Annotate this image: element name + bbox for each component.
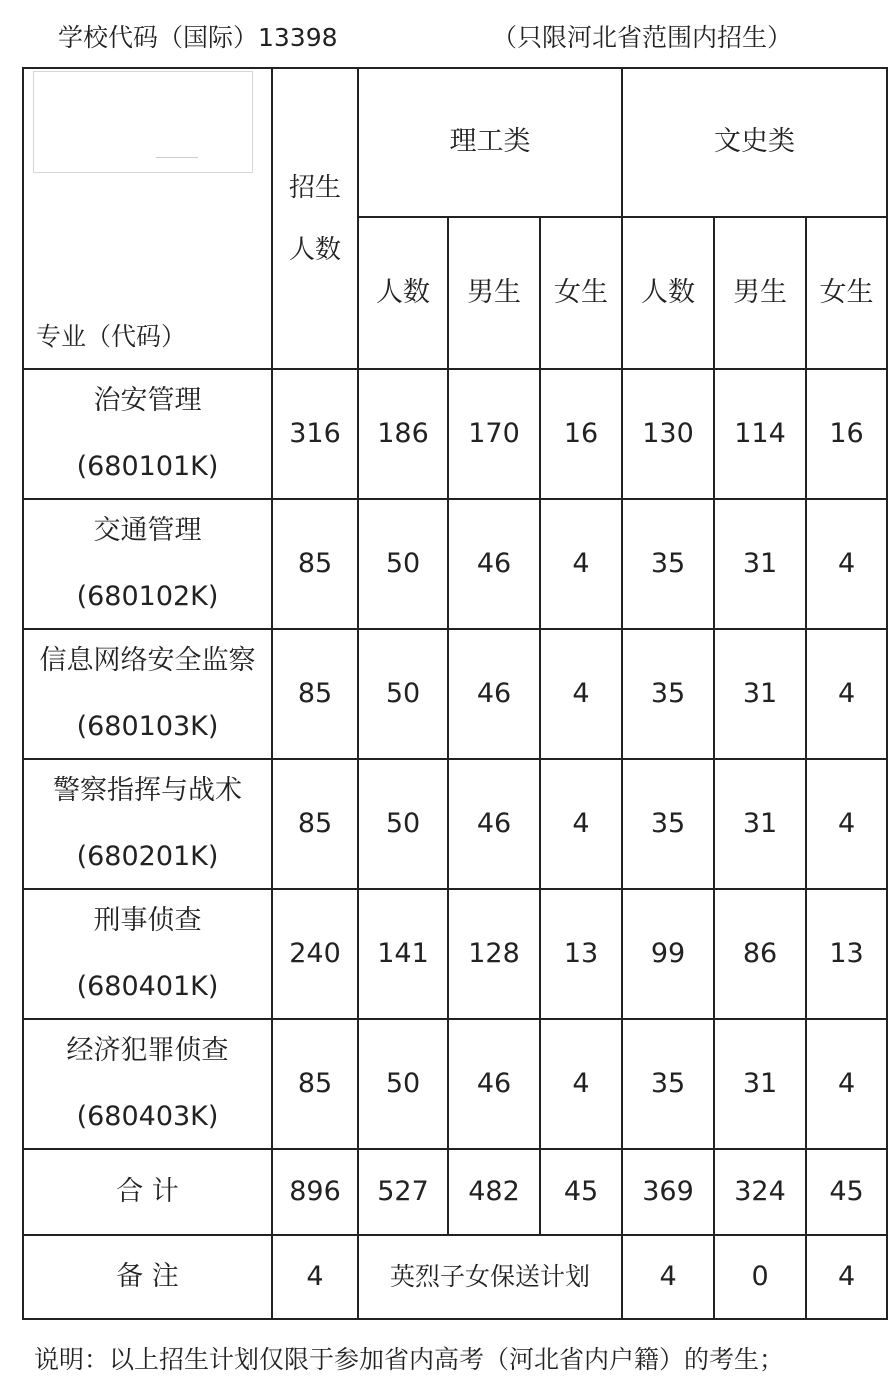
major-cell: [23, 759, 272, 889]
corner-cell: [23, 68, 272, 369]
table-row: [23, 759, 887, 889]
value-cell: 4: [540, 629, 622, 759]
value-cell: 35: [622, 499, 714, 629]
document-header: [0, 14, 896, 58]
value-cell: 50: [358, 759, 448, 889]
table-row: [23, 889, 887, 1019]
major-cell: [23, 629, 272, 759]
sub-header-arts-count: 人数: [622, 217, 714, 369]
table-row: [23, 629, 887, 759]
sub-header-science-count: 人数: [358, 217, 448, 369]
value-cell: 4: [540, 499, 622, 629]
major-code: (680403K): [76, 1101, 219, 1132]
total-value-cell: 45: [540, 1149, 622, 1235]
major-code: (680103K): [76, 711, 219, 742]
major-cell: [23, 499, 272, 629]
table-row: [23, 1019, 887, 1149]
total-label: 合 计: [23, 1149, 272, 1235]
value-cell: 35: [622, 629, 714, 759]
corner-image-placeholder: [33, 71, 253, 173]
total-value-cell: 324: [714, 1149, 806, 1235]
sub-header-science-male: 男生: [448, 217, 540, 369]
value-cell: 130: [622, 369, 714, 499]
value-cell: 114: [714, 369, 806, 499]
remark-row: [23, 1235, 887, 1319]
value-cell: 85: [272, 1019, 358, 1149]
value-cell: 4: [806, 1019, 887, 1149]
value-cell: 141: [358, 889, 448, 1019]
value-cell: 31: [714, 759, 806, 889]
value-cell: 99: [622, 889, 714, 1019]
major-cell: [23, 369, 272, 499]
major-cell: [23, 1019, 272, 1149]
remark-arts-value: 0: [714, 1235, 806, 1319]
value-cell: 16: [540, 369, 622, 499]
major-code: (680201K): [76, 841, 219, 872]
value-cell: 46: [448, 499, 540, 629]
total-enrollment-header: 招生 人数: [272, 68, 358, 369]
value-cell: 46: [448, 629, 540, 759]
value-cell: 240: [272, 889, 358, 1019]
value-cell: 13: [806, 889, 887, 1019]
value-cell: 13: [540, 889, 622, 1019]
enrollment-plan-table: [22, 67, 888, 1320]
major-name: 警察指挥与战术: [53, 774, 242, 806]
header-row-1: [23, 68, 887, 217]
remark-arts-value: 4: [622, 1235, 714, 1319]
value-cell: 35: [622, 759, 714, 889]
sub-header-science-female: 女生: [540, 217, 622, 369]
value-cell: 46: [448, 759, 540, 889]
value-cell: 85: [272, 499, 358, 629]
value-cell: 31: [714, 499, 806, 629]
value-cell: 46: [448, 1019, 540, 1149]
major-name: 经济犯罪侦查: [66, 1034, 229, 1066]
value-cell: 85: [272, 629, 358, 759]
group-header-science: 理工类: [358, 68, 622, 217]
remark-total: 4: [272, 1235, 358, 1319]
value-cell: 4: [806, 629, 887, 759]
group-header-arts: 文史类: [622, 68, 887, 217]
value-cell: 31: [714, 629, 806, 759]
sub-header-arts-female: 女生: [806, 217, 887, 369]
value-cell: 316: [272, 369, 358, 499]
major-name: 治安管理: [93, 384, 202, 416]
value-cell: 50: [358, 1019, 448, 1149]
value-cell: 50: [358, 629, 448, 759]
remark-label: 备 注: [23, 1235, 272, 1319]
value-cell: 4: [540, 1019, 622, 1149]
corner-label: 专业（代码）: [36, 322, 187, 351]
major-name: 刑事侦查: [93, 904, 202, 936]
table-row: [23, 499, 887, 629]
remark-science-note: 英烈子女保送计划: [358, 1235, 622, 1319]
total-value-cell: 896: [272, 1149, 358, 1235]
value-cell: 186: [358, 369, 448, 499]
value-cell: 86: [714, 889, 806, 1019]
total-value-cell: 482: [448, 1149, 540, 1235]
major-code: (680401K): [76, 971, 219, 1002]
major-name: 交通管理: [93, 514, 202, 546]
value-cell: 4: [806, 499, 887, 629]
value-cell: 85: [272, 759, 358, 889]
total-value-cell: 369: [622, 1149, 714, 1235]
major-code: (680102K): [76, 581, 219, 612]
major-name: 信息网络安全监察: [39, 644, 256, 676]
value-cell: 31: [714, 1019, 806, 1149]
school-code: 学校代码（国际）13398: [58, 23, 338, 52]
total-value-cell: 527: [358, 1149, 448, 1235]
remark-arts-value: 4: [806, 1235, 887, 1319]
footer-note: 说明：以上招生计划仅限于参加省内高考（河北省内户籍）的考生；: [34, 1345, 785, 1374]
major-cell: [23, 889, 272, 1019]
value-cell: 4: [806, 759, 887, 889]
value-cell: 16: [806, 369, 887, 499]
value-cell: 35: [622, 1019, 714, 1149]
value-cell: 4: [540, 759, 622, 889]
value-cell: 128: [448, 889, 540, 1019]
total-row: [23, 1149, 887, 1235]
scope-note: （只限河北省范围内招生）: [492, 23, 793, 52]
value-cell: 170: [448, 369, 540, 499]
sub-header-arts-male: 男生: [714, 217, 806, 369]
major-code: (680101K): [76, 451, 219, 482]
total-value-cell: 45: [806, 1149, 887, 1235]
value-cell: 50: [358, 499, 448, 629]
table-row: [23, 369, 887, 499]
